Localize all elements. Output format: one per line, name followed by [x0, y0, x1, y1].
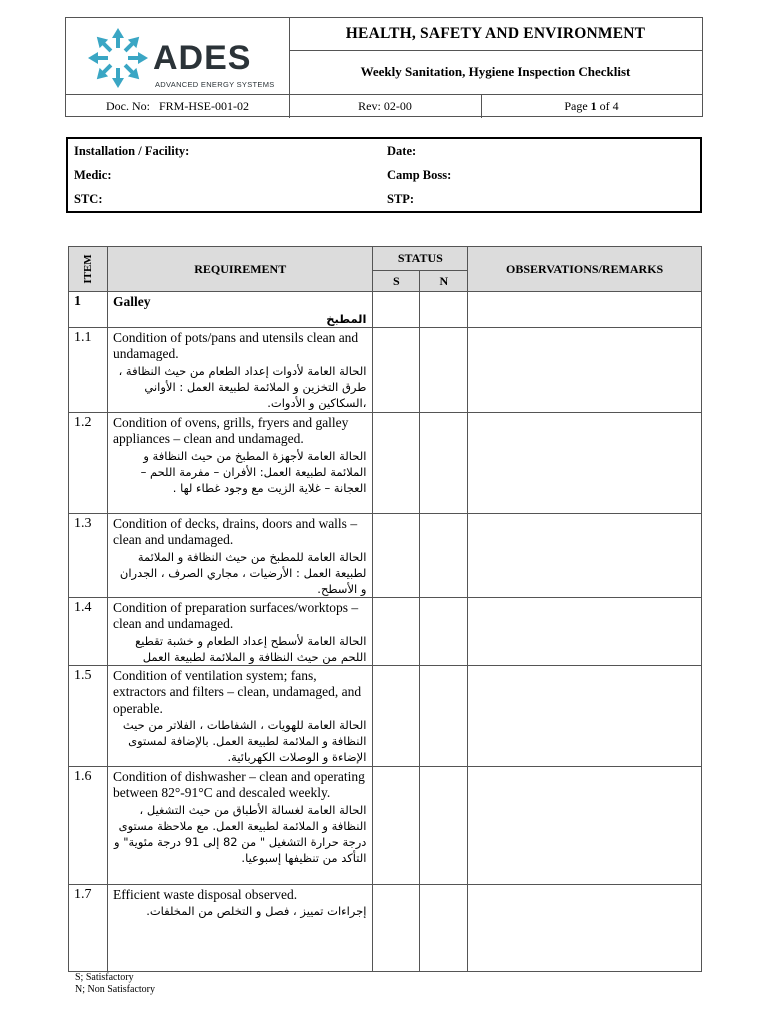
- status-s-cell[interactable]: [373, 884, 420, 971]
- requirement-ar: الحالة العامة لأجهزة المطبخ من حيث النظافة و الملائمة لطبيعة العمل: الأفران – مفرمة اللحم – العجانة – غلاية الزيت مع وجود غطاء لها .: [140, 448, 367, 495]
- company-logo: [66, 18, 290, 94]
- status-legend: [75, 972, 155, 996]
- status-s-cell[interactable]: [373, 327, 420, 412]
- item-number: 1.3: [69, 513, 108, 597]
- requirement-cell: [107, 513, 372, 597]
- status-n-cell[interactable]: [420, 292, 468, 328]
- requirement-en: Condition of decks, drains, doors and walls – clean and undamaged.: [112, 515, 358, 547]
- requirement-ar: الحالة العامة لأدوات إعداد الطعام من حيث النظافة ، طرق التخزين و الملائمة لطبيعة العمل : الأواني ،السكاكين و الأدوات.: [118, 363, 367, 410]
- date-label: Date:: [387, 144, 417, 158]
- item-number: 1.7: [69, 884, 108, 971]
- remarks-column-header: OBSERVATIONS/REMARKS: [468, 247, 702, 292]
- requirement-ar: الحالة العامة للمطبخ من حيث النظافة و الملائمة لطبيعة العمل : الأرضيات ، مجاري الصرف ، الجدران و الأسطح.: [119, 549, 367, 596]
- table-row: [69, 665, 702, 766]
- status-column-header: STATUS: [373, 247, 468, 271]
- document-subtitle: Weekly Sanitation, Hygiene Inspection Checklist: [360, 64, 631, 79]
- doc-number: [66, 95, 290, 118]
- requirement-en: Condition of preparation surfaces/worktops – clean and undamaged.: [112, 599, 359, 631]
- doc-number-value: FRM-HSE-001-02: [158, 99, 249, 113]
- status-s-cell[interactable]: [373, 766, 420, 884]
- status-s-cell[interactable]: [373, 513, 420, 597]
- requirement-cell: [107, 597, 372, 665]
- status-n-cell[interactable]: [420, 884, 468, 971]
- table-row: [69, 513, 702, 597]
- remarks-cell[interactable]: [468, 665, 702, 766]
- doc-number-label: Doc. No:: [105, 99, 150, 113]
- requirement-en: Galley: [112, 294, 151, 309]
- document-header: [65, 17, 703, 117]
- legend-satisfactory: S; Satisfactory: [75, 972, 134, 983]
- status-s-header: S: [373, 271, 420, 292]
- checklist-table: [68, 246, 702, 972]
- item-number: 1.5: [69, 665, 108, 766]
- requirement-cell: [107, 412, 372, 513]
- item-number: 1: [69, 292, 108, 328]
- table-row: [69, 327, 702, 412]
- status-n-cell[interactable]: [420, 597, 468, 665]
- page-number: [481, 95, 702, 118]
- ades-snowflake-icon: [86, 26, 150, 90]
- status-n-header: N: [420, 271, 468, 292]
- requirement-en: Condition of ventilation system; fans, extractors and filters – clean, undamaged, and operable.: [112, 667, 362, 716]
- status-n-cell[interactable]: [420, 665, 468, 766]
- facility-label: Installation / Facility:: [74, 144, 190, 158]
- table-row: [69, 884, 702, 971]
- status-n-cell[interactable]: [420, 513, 468, 597]
- status-n-cell[interactable]: [420, 327, 468, 412]
- requirement-ar: إجراءات تمييز ، فصل و التخلص من المخلفات.: [146, 904, 367, 918]
- page-suffix: of 4: [596, 99, 619, 113]
- status-s-cell[interactable]: [373, 665, 420, 766]
- requirement-en: Efficient waste disposal observed.: [112, 886, 298, 902]
- requirement-column-header: REQUIREMENT: [107, 247, 372, 292]
- requirement-ar: الحالة العامة للهويات ، الشفاطات ، الفلاتر من حيث النظافة و الملائمة لطبيعة العمل. بالإضافة لمستوى الإضاءة و الوصلات الكهربائية.: [122, 718, 367, 764]
- remarks-cell[interactable]: [468, 597, 702, 665]
- remarks-cell[interactable]: [468, 327, 702, 412]
- remarks-cell[interactable]: [468, 884, 702, 971]
- table-row: [69, 412, 702, 513]
- legend-non-satisfactory: N; Non Satisfactory: [75, 984, 155, 995]
- table-row: [69, 597, 702, 665]
- remarks-cell[interactable]: [468, 292, 702, 328]
- requirement-ar: الحالة العامة لغسالة الأطباق من حيث التشغيل ، النظافة و الملائمة لطبيعة العمل. مع ملاحظة مستوى درجة حرارة التشغيل " من 82 إلى 91 درجة مئوية" و التأكد من تنظيفها إسبوعيا.: [114, 802, 367, 865]
- remarks-cell[interactable]: [468, 766, 702, 884]
- remarks-cell[interactable]: [468, 513, 702, 597]
- revision: Rev: 02-00: [289, 95, 482, 118]
- table-row: [69, 292, 702, 328]
- item-number: 1.1: [69, 327, 108, 412]
- requirement-en: Condition of pots/pans and utensils clean and undamaged.: [112, 329, 359, 361]
- page-prefix: Page: [564, 99, 591, 113]
- item-number: 1.6: [69, 766, 108, 884]
- requirement-cell: [107, 766, 372, 884]
- status-s-cell[interactable]: [373, 412, 420, 513]
- logo-wordmark: ADES: [153, 39, 252, 77]
- requirement-en: Condition of ovens, grills, fryers and galley appliances – clean and undamaged.: [112, 414, 349, 446]
- item-number: 1.4: [69, 597, 108, 665]
- camp-boss-label: Camp Boss:: [387, 168, 452, 182]
- requirement-cell: [107, 665, 372, 766]
- stc-label: STC:: [74, 192, 103, 206]
- status-n-cell[interactable]: [420, 412, 468, 513]
- table-row: [69, 766, 702, 884]
- page-current: 1: [590, 99, 597, 113]
- inspection-info-box: [66, 137, 702, 213]
- medic-label: Medic:: [74, 168, 112, 182]
- status-n-cell[interactable]: [420, 766, 468, 884]
- logo-tagline: ADVANCED ENERGY SYSTEMS: [155, 80, 275, 89]
- status-s-cell[interactable]: [373, 597, 420, 665]
- requirement-ar: الحالة العامة لأسطح إعداد الطعام و خشبة تقطيع اللحم من حيث النظافة و الملائمة لطبيعة العمل: [135, 633, 367, 664]
- requirement-en: Condition of dishwasher – clean and operating between 82°-91°C and descaled weekly.: [112, 768, 365, 800]
- item-number: 1.2: [69, 412, 108, 513]
- status-s-cell[interactable]: [373, 292, 420, 328]
- requirement-cell: [107, 327, 372, 412]
- requirement-cell: [107, 292, 372, 328]
- remarks-cell[interactable]: [468, 412, 702, 513]
- stp-label: STP:: [387, 192, 415, 206]
- requirement-cell: [107, 884, 372, 971]
- document-title: HEALTH, SAFETY AND ENVIRONMENT: [289, 18, 702, 51]
- requirement-ar: المطبخ: [326, 311, 367, 326]
- item-column-header: ITEM: [69, 247, 108, 292]
